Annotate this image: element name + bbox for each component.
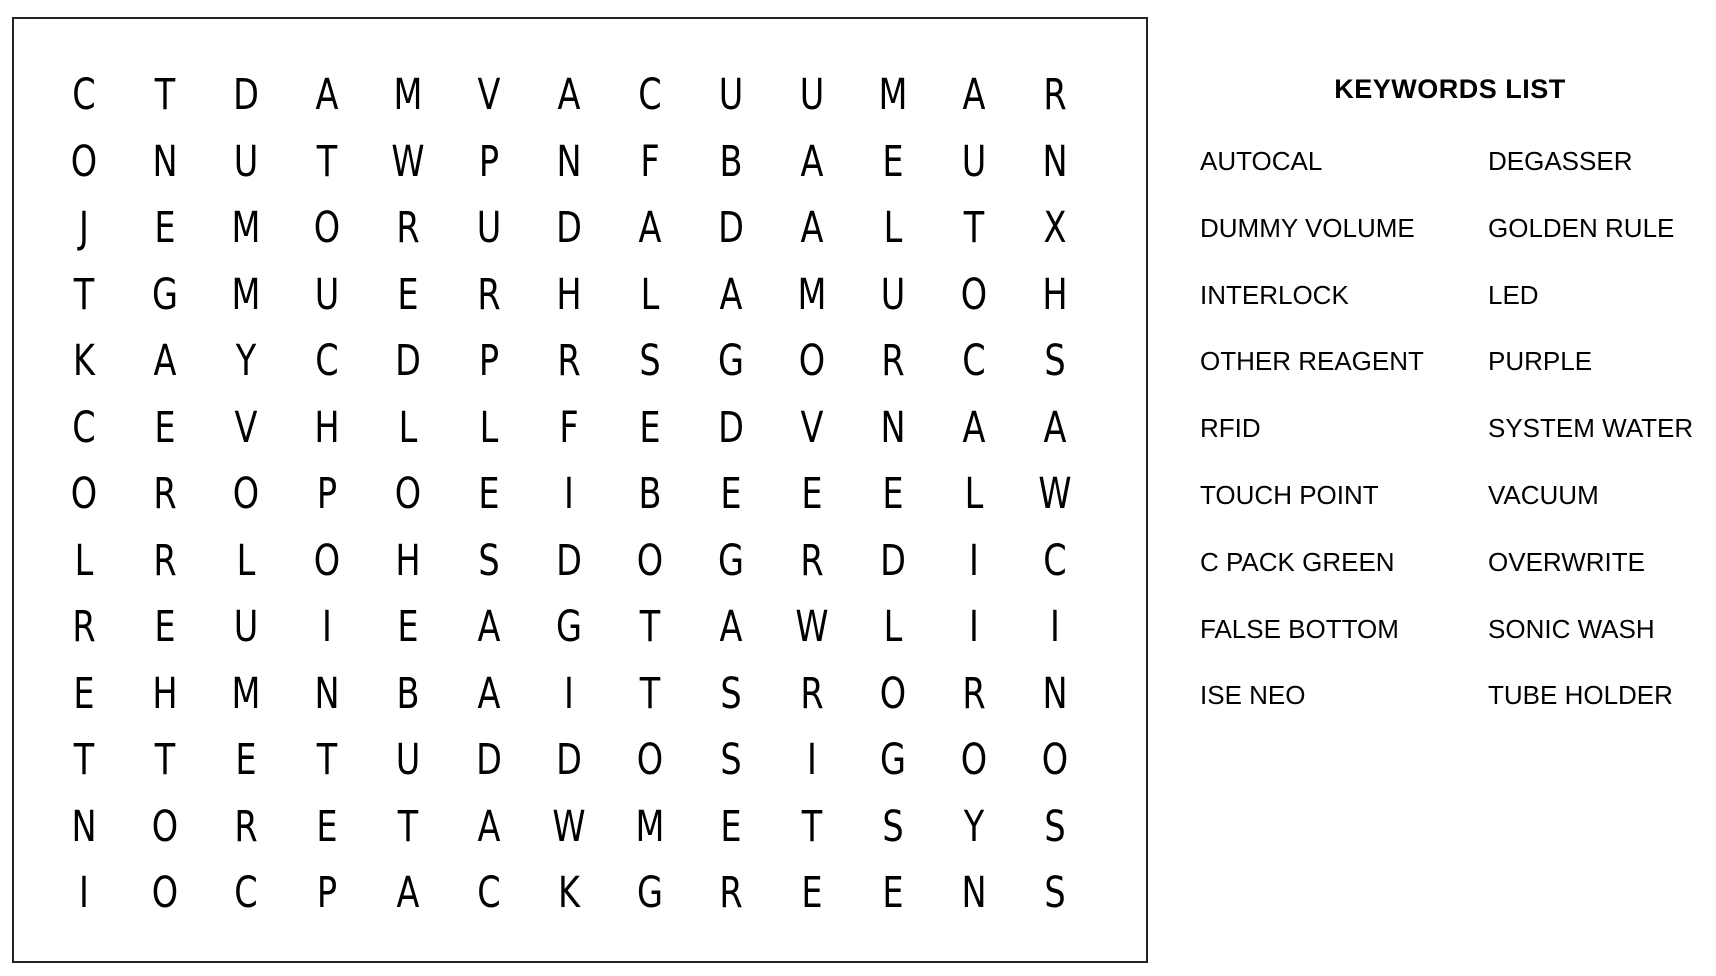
grid-letter[interactable]: C	[476, 868, 501, 918]
grid-letter[interactable]: A	[477, 668, 500, 719]
grid-letter[interactable]: D	[880, 535, 906, 586]
grid-letter[interactable]: R	[395, 203, 420, 253]
grid-letter[interactable]: A	[719, 269, 743, 320]
grid-letter[interactable]: R	[72, 602, 96, 652]
keyword-item: OVERWRITE	[1488, 546, 1645, 577]
grid-letter[interactable]: E	[154, 402, 176, 453]
keyword-item: RFID	[1200, 413, 1261, 444]
grid-letter[interactable]: I	[807, 735, 818, 785]
grid-letter[interactable]: T	[801, 801, 823, 852]
grid-letter[interactable]: G	[718, 336, 745, 386]
grid-letter[interactable]: N	[71, 801, 97, 852]
grid-letter[interactable]: O	[960, 269, 988, 320]
grid-letter[interactable]: A	[315, 70, 339, 120]
grid-letter[interactable]: P	[316, 469, 337, 519]
grid-letter[interactable]: T	[640, 668, 661, 719]
grid-letter[interactable]: H	[152, 668, 178, 719]
grid-letter[interactable]: M	[635, 801, 665, 852]
puzzle-board	[12, 17, 1148, 963]
grid-letter[interactable]: Y	[963, 801, 985, 852]
grid-letter[interactable]: S	[1044, 336, 1066, 386]
grid-letter[interactable]: T	[640, 602, 661, 652]
grid-letter[interactable]: U	[395, 735, 420, 785]
grid-letter[interactable]: T	[73, 735, 95, 785]
grid-letter[interactable]: L	[883, 602, 903, 652]
grid-letter[interactable]: O	[70, 469, 98, 519]
keyword-item: C PACK GREEN	[1200, 546, 1395, 577]
grid-letter[interactable]: R	[153, 469, 177, 519]
grid-letter[interactable]: R	[881, 336, 905, 386]
keyword-item: DUMMY VOLUME	[1200, 212, 1415, 243]
grid-letter[interactable]: N	[1042, 136, 1068, 187]
grid-letter[interactable]: P	[316, 868, 337, 918]
grid-letter[interactable]: L	[964, 469, 984, 519]
grid-letter[interactable]: A	[638, 203, 662, 253]
grid-letter[interactable]: M	[231, 668, 261, 719]
grid-letter[interactable]: I	[1049, 602, 1060, 652]
grid-letter[interactable]: O	[313, 203, 340, 253]
grid-letter[interactable]: O	[151, 868, 179, 918]
keyword-item: OTHER REAGENT	[1200, 346, 1424, 377]
grid-letter[interactable]: O	[151, 801, 179, 852]
grid-letter[interactable]: E	[316, 801, 338, 852]
grid-letter[interactable]: O	[394, 469, 421, 519]
grid-letter[interactable]: I	[564, 668, 575, 719]
grid-letter[interactable]: O	[798, 336, 826, 386]
grid-letter[interactable]: E	[882, 136, 904, 187]
grid-letter[interactable]: R	[476, 269, 501, 320]
grid-letter[interactable]: P	[478, 136, 499, 187]
grid-letter[interactable]: O	[232, 469, 259, 519]
keyword-item: GOLDEN RULE	[1488, 212, 1675, 243]
grid-letter[interactable]: D	[556, 535, 583, 586]
grid-letter[interactable]: E	[801, 868, 823, 918]
grid-letter[interactable]: A	[719, 602, 743, 652]
grid-letter[interactable]: H	[1042, 269, 1068, 320]
grid-letter[interactable]: F	[640, 136, 660, 187]
grid-letter[interactable]: E	[154, 602, 176, 652]
keyword-item: TOUCH POINT	[1200, 480, 1379, 510]
grid-letter[interactable]: W	[795, 602, 829, 652]
grid-letter[interactable]: U	[799, 70, 825, 120]
grid-letter[interactable]: M	[797, 269, 827, 320]
keywords-panel	[1160, 60, 1710, 760]
grid-letter[interactable]: R	[800, 535, 824, 586]
grid-letter[interactable]: V	[800, 402, 824, 453]
grid-letter[interactable]: E	[235, 735, 257, 785]
grid-letter[interactable]: D	[556, 735, 583, 785]
grid-letter[interactable]: T	[316, 136, 337, 187]
grid-letter[interactable]: R	[153, 535, 177, 586]
grid-letter[interactable]: S	[639, 336, 661, 386]
grid-letter[interactable]: B	[638, 469, 662, 519]
grid-letter[interactable]: K	[558, 868, 581, 918]
keyword-item: VACUUM	[1488, 480, 1599, 510]
grid-letter[interactable]: N	[880, 402, 906, 453]
keyword-item: AUTOCAL	[1200, 146, 1323, 176]
grid-letter[interactable]: H	[556, 269, 583, 320]
grid-letter[interactable]: U	[961, 136, 987, 187]
grid-letter[interactable]: S	[1044, 868, 1066, 918]
grid-letter[interactable]: T	[316, 735, 337, 785]
grid-letter[interactable]: R	[234, 801, 258, 852]
grid-letter[interactable]: A	[800, 203, 824, 253]
grid-letter[interactable]: E	[396, 602, 419, 652]
grid-letter[interactable]: A	[477, 602, 500, 652]
grid-letter[interactable]: U	[314, 269, 339, 320]
grid-letter[interactable]: C	[638, 70, 663, 120]
grid-letter[interactable]: E	[396, 269, 419, 320]
grid-letter[interactable]: X	[1043, 203, 1067, 253]
grid-letter[interactable]: T	[397, 801, 418, 852]
grid-letter[interactable]: M	[393, 70, 423, 120]
grid-letter[interactable]: E	[73, 668, 95, 719]
grid-letter[interactable]: L	[74, 535, 94, 586]
grid-letter[interactable]: N	[556, 136, 582, 187]
grid-letter[interactable]: U	[718, 70, 744, 120]
grid-letter[interactable]: S	[720, 668, 742, 719]
grid-letter[interactable]: L	[236, 535, 256, 586]
grid-letter[interactable]: L	[479, 402, 498, 453]
keyword-item: SONIC WASH	[1488, 613, 1655, 644]
grid-letter[interactable]: R	[962, 668, 986, 719]
grid-letter[interactable]: E	[639, 402, 661, 453]
grid-letter[interactable]: C	[1043, 535, 1067, 586]
grid-letter[interactable]: L	[883, 203, 903, 253]
grid-letter[interactable]: O	[960, 735, 988, 785]
grid-letter[interactable]: O	[70, 136, 98, 187]
grid-letter[interactable]: E	[882, 469, 904, 519]
grid-letter[interactable]: M	[231, 269, 261, 320]
keyword-item: SYSTEM WATER	[1488, 413, 1694, 444]
grid-letter[interactable]: C	[72, 402, 96, 453]
grid-letter[interactable]: B	[396, 668, 420, 719]
keyword-item: FALSE BOTTOM	[1200, 613, 1399, 644]
grid-letter[interactable]: G	[879, 735, 906, 785]
grid-letter[interactable]: A	[477, 801, 500, 852]
grid-letter[interactable]: K	[72, 336, 95, 386]
grid-letter[interactable]: A	[962, 70, 986, 120]
grid-letter[interactable]: A	[962, 402, 986, 453]
grid-letter[interactable]: E	[801, 469, 823, 519]
grid-letter[interactable]: T	[154, 735, 176, 785]
grid-letter[interactable]: T	[963, 203, 985, 253]
grid-letter[interactable]: N	[314, 668, 340, 719]
grid-letter[interactable]: D	[232, 70, 259, 120]
grid-letter[interactable]: N	[961, 868, 987, 918]
grid-letter[interactable]: A	[153, 336, 177, 386]
letter-grid	[14, 19, 1146, 961]
grid-letter[interactable]: O	[637, 735, 664, 785]
grid-letter[interactable]: E	[477, 469, 500, 519]
grid-letter[interactable]: Y	[235, 336, 257, 386]
grid-letter[interactable]: D	[718, 402, 745, 453]
grid-letter[interactable]: I	[968, 535, 979, 586]
grid-letter[interactable]: H	[394, 535, 421, 586]
grid-letter[interactable]: O	[637, 535, 664, 586]
grid-letter[interactable]: C	[962, 336, 986, 386]
grid-letter[interactable]: J	[79, 203, 89, 253]
grid-letter[interactable]: S	[1044, 801, 1066, 852]
grid-letter[interactable]: G	[718, 535, 745, 586]
grid-letter[interactable]: T	[154, 70, 176, 120]
grid-letter[interactable]: V	[234, 402, 258, 453]
grid-letter[interactable]: P	[478, 336, 499, 386]
grid-letter[interactable]: R	[719, 868, 743, 918]
grid-letter[interactable]: D	[556, 203, 583, 253]
grid-letter[interactable]: S	[477, 535, 500, 586]
grid-letter[interactable]: A	[800, 136, 824, 187]
grid-letter[interactable]: I	[564, 469, 575, 519]
grid-letter[interactable]: I	[321, 602, 332, 652]
grid-letter[interactable]: H	[314, 402, 340, 453]
grid-letter[interactable]: C	[234, 868, 258, 918]
grid-letter[interactable]: R	[800, 668, 824, 719]
grid-letter[interactable]: L	[398, 402, 417, 453]
grid-letter[interactable]: N	[1042, 668, 1068, 719]
keyword-item: INTERLOCK	[1200, 279, 1349, 310]
keyword-item: LED	[1488, 279, 1539, 310]
grid-letter[interactable]: D	[718, 203, 745, 253]
grid-letter[interactable]: S	[720, 735, 742, 785]
keyword-item: PURPLE	[1488, 346, 1593, 377]
grid-letter[interactable]: B	[719, 136, 743, 187]
grid-letter[interactable]: T	[73, 269, 95, 320]
keyword-item: TUBE HOLDER	[1488, 680, 1673, 711]
grid-letter[interactable]: A	[1043, 402, 1067, 453]
grid-letter[interactable]: U	[476, 203, 501, 253]
grid-letter[interactable]: S	[882, 801, 904, 852]
grid-letter[interactable]: R	[557, 336, 582, 386]
grid-letter[interactable]: I	[968, 602, 979, 652]
grid-letter[interactable]: W	[391, 136, 425, 187]
grid-letter[interactable]: C	[72, 70, 96, 120]
grid-letter[interactable]: A	[557, 70, 581, 120]
keyword-item: ISE NEO	[1200, 680, 1306, 711]
grid-letter[interactable]: D	[475, 735, 502, 785]
grid-letter[interactable]: M	[231, 203, 261, 253]
grid-letter[interactable]: V	[477, 70, 500, 120]
grid-letter[interactable]: U	[233, 602, 259, 652]
grid-letter[interactable]: G	[637, 868, 664, 918]
keywords-title: KEYWORDS LIST	[1334, 74, 1566, 104]
grid-letter[interactable]: E	[882, 868, 904, 918]
grid-letter[interactable]: I	[79, 868, 89, 918]
grid-letter[interactable]: N	[152, 136, 178, 187]
keyword-item: DEGASSER	[1488, 146, 1633, 176]
grid-letter[interactable]: A	[396, 868, 420, 918]
grid-letter[interactable]: O	[313, 535, 340, 586]
grid-letter[interactable]: O	[1041, 735, 1068, 785]
grid-letter[interactable]: O	[879, 668, 907, 719]
grid-letter[interactable]: G	[151, 269, 178, 320]
grid-letter[interactable]: C	[314, 336, 339, 386]
grid-letter[interactable]: E	[154, 203, 176, 253]
grid-letter[interactable]: L	[640, 269, 660, 320]
grid-letter[interactable]: G	[556, 602, 583, 652]
grid-letter[interactable]: M	[878, 70, 908, 120]
grid-letter[interactable]: U	[233, 136, 259, 187]
grid-letter[interactable]: R	[1043, 70, 1067, 120]
grid-letter[interactable]: W	[1038, 469, 1072, 519]
grid-letter[interactable]: W	[552, 801, 586, 852]
grid-letter[interactable]: F	[559, 402, 580, 453]
grid-letter[interactable]: D	[394, 336, 421, 386]
grid-letter[interactable]: U	[880, 269, 906, 320]
grid-letter[interactable]: E	[720, 801, 742, 852]
grid-letter[interactable]: E	[720, 469, 742, 519]
